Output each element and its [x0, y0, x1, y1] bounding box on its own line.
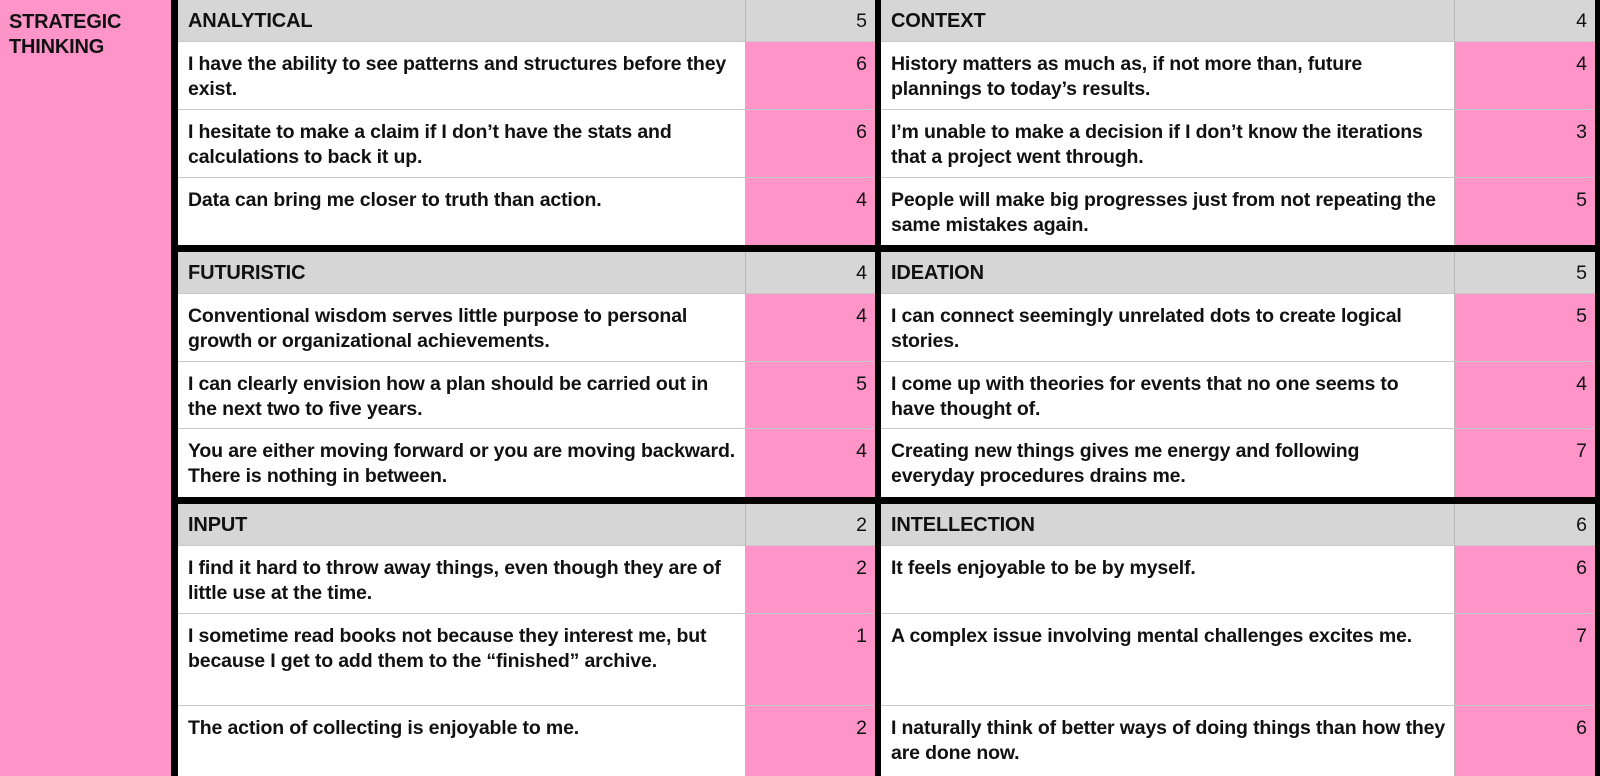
table-row — [178, 706, 875, 776]
statement-text: Data can bring me closer to truth than action. — [178, 178, 746, 245]
statement-text: I find it hard to throw away things, even though they are of little use at the time. — [178, 546, 746, 614]
section-name: INPUT — [178, 504, 746, 546]
statement-text: It feels enjoyable to be by myself. — [881, 546, 1455, 614]
section-context — [881, 0, 1595, 245]
statement-text: Conventional wisdom serves little purpose to personal growth or organizational achievements. — [178, 294, 746, 362]
section-name: ANALYTICAL — [178, 0, 746, 42]
statement-score[interactable]: 6 — [1455, 546, 1595, 614]
category-title: STRATEGIC THINKING — [9, 11, 122, 58]
category-sidebar — [0, 0, 171, 776]
statement-score[interactable]: 5 — [746, 362, 875, 429]
table-row — [178, 429, 875, 497]
section-score: 5 — [746, 0, 875, 42]
statement-score[interactable]: 6 — [746, 110, 875, 178]
table-row — [178, 294, 875, 362]
statement-score[interactable]: 3 — [1455, 110, 1595, 178]
section-header — [881, 504, 1595, 546]
table-row — [881, 614, 1595, 706]
section-header — [178, 504, 875, 546]
statement-text: History matters as much as, if not more than, future plannings to today’s results. — [881, 42, 1455, 110]
section-futuristic — [178, 252, 875, 497]
table-row — [881, 706, 1595, 776]
statement-score[interactable]: 4 — [746, 294, 875, 362]
statement-score[interactable]: 5 — [1455, 294, 1595, 362]
section-score: 6 — [1455, 504, 1595, 546]
table-row — [881, 178, 1595, 245]
statement-score[interactable]: 6 — [1455, 706, 1595, 776]
section-name: FUTURISTIC — [178, 252, 746, 294]
section-score: 2 — [746, 504, 875, 546]
statement-text: I can connect seemingly unrelated dots to create logical stories. — [881, 294, 1455, 362]
table-row — [881, 546, 1595, 614]
section-input — [178, 504, 875, 776]
table-row — [178, 546, 875, 614]
statement-text: People will make big progresses just from not repeating the same mistakes again. — [881, 178, 1455, 245]
statement-score[interactable]: 2 — [746, 546, 875, 614]
section-name: CONTEXT — [881, 0, 1455, 42]
statement-text: I’m unable to make a decision if I don’t know the iterations that a project went through. — [881, 110, 1455, 178]
statement-text: I sometime read books not because they interest me, but because I get to add them to the “finished” archive. — [178, 614, 746, 706]
table-row — [881, 362, 1595, 429]
statement-score[interactable]: 7 — [1455, 614, 1595, 706]
table-row — [178, 42, 875, 110]
section-header — [178, 252, 875, 294]
statement-text: I can clearly envision how a plan should be carried out in the next two to five years. — [178, 362, 746, 429]
section-score: 4 — [746, 252, 875, 294]
table-row — [178, 614, 875, 706]
divider-row-2 — [171, 497, 1600, 504]
statement-score[interactable]: 4 — [1455, 42, 1595, 110]
statement-score[interactable]: 4 — [746, 429, 875, 497]
table-row — [881, 429, 1595, 497]
table-row — [881, 42, 1595, 110]
table-row — [881, 110, 1595, 178]
table-row — [178, 178, 875, 245]
statement-text: The action of collecting is enjoyable to me. — [178, 706, 746, 776]
statement-text: I naturally think of better ways of doing things than how they are done now. — [881, 706, 1455, 776]
statement-text: You are either moving forward or you are moving backward. There is nothing in between. — [178, 429, 746, 497]
section-name: IDEATION — [881, 252, 1455, 294]
statement-text: I come up with theories for events that no one seems to have thought of. — [881, 362, 1455, 429]
section-name: INTELLECTION — [881, 504, 1455, 546]
divider-row-1 — [171, 245, 1600, 252]
section-analytical — [178, 0, 875, 245]
table-row — [178, 110, 875, 178]
section-intellection — [881, 504, 1595, 776]
divider-right — [1595, 0, 1600, 776]
section-header — [881, 252, 1595, 294]
section-score: 4 — [1455, 0, 1595, 42]
statement-score[interactable]: 4 — [746, 178, 875, 245]
statement-score[interactable]: 1 — [746, 614, 875, 706]
table-row — [881, 294, 1595, 362]
statement-score[interactable]: 5 — [1455, 178, 1595, 245]
section-header — [881, 0, 1595, 42]
statement-text: Creating new things gives me energy and following everyday procedures drains me. — [881, 429, 1455, 497]
section-ideation — [881, 252, 1595, 497]
divider-left — [171, 0, 178, 776]
statement-score[interactable]: 7 — [1455, 429, 1595, 497]
section-score: 5 — [1455, 252, 1595, 294]
statement-text: I hesitate to make a claim if I don’t have the stats and calculations to back it up. — [178, 110, 746, 178]
statement-score[interactable]: 2 — [746, 706, 875, 776]
table-row — [178, 362, 875, 429]
statement-text: I have the ability to see patterns and structures before they exist. — [178, 42, 746, 110]
statement-text: A complex issue involving mental challenges excites me. — [881, 614, 1455, 706]
section-header — [178, 0, 875, 42]
statement-score[interactable]: 6 — [746, 42, 875, 110]
statement-score[interactable]: 4 — [1455, 362, 1595, 429]
